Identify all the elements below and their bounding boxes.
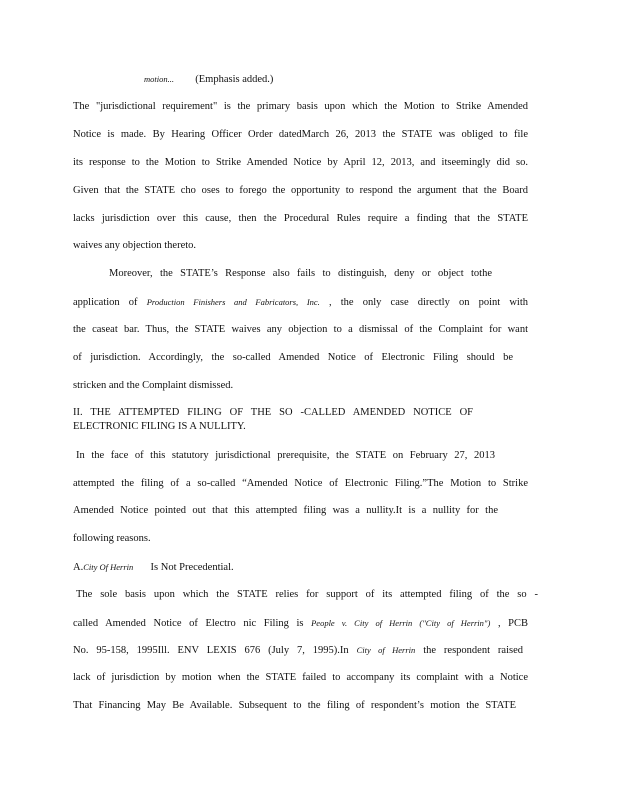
body-line: Given that the STATE cho oses to forego the opportunity to respond the argument that the Board [73,185,528,196]
body-text: , the only case directly on point with [328,297,529,308]
body-text: called Amended Notice of Electro nic Filing is [73,618,304,629]
body-text: , PCB [497,618,529,629]
subsection-heading [73,560,528,575]
section-heading-line-1: II. THE ATTEMPTED FILING OF THE SO -CALLED AMENDED NOTICE OF [73,407,473,418]
body-line-with-citation [73,643,523,658]
body-line: Notice is made. By Hearing Officer Order datedMarch 26, 2013 the STATE was obliged to file [73,129,528,140]
subsection-title: Is Not Precedential. [150,562,234,573]
body-line: In the face of this statutory jurisdictional prerequisite, the STATE on February 27, 2013 [76,450,495,461]
body-line: The sole basis upon which the STATE relies for support of its attempted filing of the so - [76,589,538,600]
body-line: the caseat bar. Thus, the STATE waives any objection to a dismissal of the Complaint for want [73,324,528,335]
body-text: the respondent raised [423,645,523,656]
body-line: That Financing May Be Available. Subsequent to the filing of respondent’s motion the STATE [73,700,516,711]
body-line-with-citation [73,295,528,310]
subsection-letter: A. [73,562,84,573]
body-text: No. 95-158, 1995Ill. ENV LEXIS 676 (July 7, 1995).In [73,645,349,656]
case-name: City Of Herrin [83,562,134,572]
body-line-with-citation [73,616,528,631]
body-line: of jurisdiction. Accordingly, the so-called Amended Notice of Electronic Filing should be [73,352,513,363]
section-heading-line-2: ELECTRONIC FILING IS A NULLITY. [73,421,246,432]
body-line: attempted the filing of a so-called “Amended Notice of Electronic Filing.”The Motion to Strike [73,478,528,489]
emphasis-note: (Emphasis added.) [195,74,274,85]
body-line: Amended Notice pointed out that this attempted filing was a nullity.It is a nullity for the [73,505,498,516]
body-line: following reasons. [73,533,151,544]
body-text: application of [73,297,138,308]
quote-end-text: motion... [144,74,174,84]
case-citation: People v. City of Herrin ("City of Herrin") [311,618,491,628]
body-line: waives any objection thereto. [73,240,197,251]
body-line: lack of jurisdiction by motion when the STATE failed to accompany its complaint with a Notice [73,672,528,683]
body-line: lacks jurisdiction over this cause, then the Procedural Rules require a finding that the STATE [73,213,528,224]
body-line: its response to the Motion to Strike Amended Notice by April 12, 2013, and itseemingly did so. [73,157,528,168]
paragraph-first-line: Moreover, the STATE’s Response also fails to distinguish, deny or object tothe [109,268,492,279]
case-name: City of Herrin [356,645,416,655]
body-line: stricken and the Complaint dismissed. [73,380,234,391]
quote-citation-line [144,72,273,87]
body-line: The "jurisdictional requirement" is the primary basis upon which the Motion to Strike Amended [73,101,528,112]
case-citation: Production Finishers and Fabricators, Inc. [146,297,320,307]
